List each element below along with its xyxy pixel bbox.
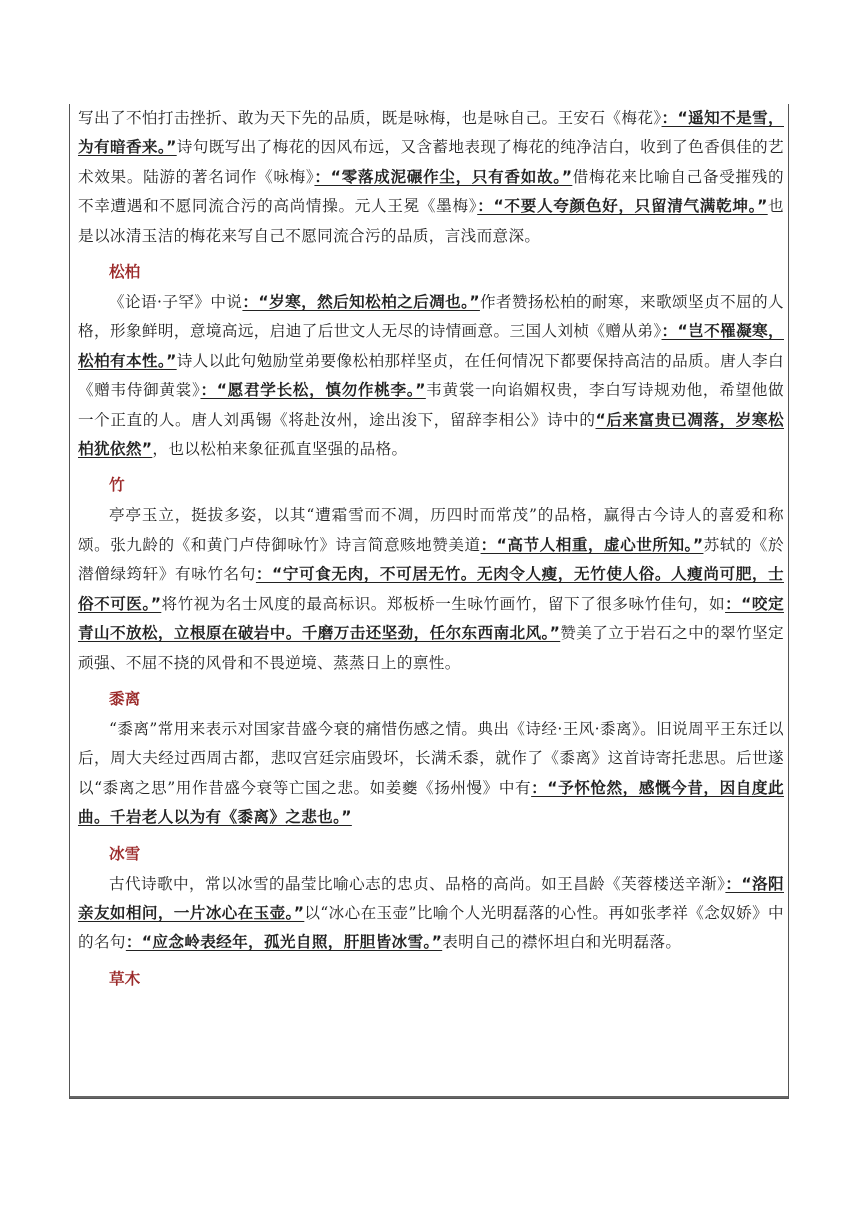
body-text: 借梅花来比喻自己备受摧残的不幸遭遇和不愿同流合污的高尚情操。元人王冕《墨梅》 [78,167,784,216]
section [78,688,784,833]
body-text: 写出了不怕打击挫折、敢为天下先的品质，既是咏梅，也是咏自己。王安石《梅花》 [78,109,662,127]
body-text: 将竹视为名士风度的最高标识。郑板桥一生咏竹画竹，留下了很多咏竹佳句，如 [161,594,726,613]
quoted-verse: ：“岂不罹凝寒，松柏有本性。” [78,322,784,370]
section-heading: 松柏 [109,263,141,282]
body-text: ，也以松柏来象征孤直坚强的品格。 [152,440,408,459]
section [78,843,784,958]
body-text: 苏轼的《於潜僧绿筠轩》有咏竹名句 [78,535,784,584]
body-text: 表明自己的襟怀坦白和光明磊落。 [442,933,682,952]
section-paragraph [78,715,784,833]
quoted-verse: ：“宁可食无肉，不可居无竹。无肉令人瘦，无竹使人俗。人瘦尚可肥，士俗不可医。” [78,565,784,613]
body-text: 亭亭玉立，挺拔多姿，以其“遭霜雪而不凋，历四时而常茂”的品格，赢得古今诗人的喜爱和称颂。张九龄的《和黄门卢侍御咏竹》诗言简意赅地赞美道 [78,506,784,554]
quoted-verse: “后来富贵已凋落，岁寒松柏犹依然” [78,410,785,459]
quoted-verse: ：“应念岭表经年，孤光自照，肝胆皆冰雪。” [125,933,443,952]
section-paragraph [78,288,784,464]
quoted-verse: ：“予怀怆然，感慨今昔，因自度此曲。千岩老人以为有《黍离》之悲也。” [78,778,784,827]
section-heading: 竹 [109,476,125,495]
quoted-verse: ：“零落成泥碾作尘，只有香如故。” [314,167,573,186]
section-paragraph [78,501,784,677]
section [78,261,784,464]
section-heading: 草木 [109,969,141,988]
body-text: 诗人以此句勉励堂弟要像松柏那样坚贞，在任何情况下都要保持高洁的品质。唐人李白《赠韦侍御黄裳》 [78,351,784,400]
body-text: 古代诗歌中，常以冰雪的晶莹比喻心志的忠贞、品格的高尚。如王昌龄《芙蓉楼送辛渐》 [109,874,726,893]
section [78,104,784,251]
quoted-verse: ：“遥知不是雪，为有暗香来。” [78,109,784,157]
section [78,968,784,990]
body-text: 作者赞扬松柏的耐寒，来歌颂坚贞不屈的人格，形象鲜明，意境高远，启迪了后世文人无尽的诗情画意。三国人刘桢《赠从弟》 [78,293,784,341]
document-body [78,104,784,995]
section-heading: 冰雪 [109,844,141,863]
body-text: 以“冰心在玉壶”比喻个人光明磊落的心性。再如张孝祥《念奴娇》中的名句 [78,903,784,952]
section-heading: 黍离 [109,689,141,708]
body-text: 韦黄裳一向谄媚权贵，李白写诗规劝他，希望他做一个正直的人。唐人刘禹锡《将赴汝州，途出浚下，留辞李相公》诗中的 [78,381,784,429]
section [78,474,784,677]
body-text: “黍离”常用来表示对国家昔盛今衰的痛惜伤感之情。典出《诗经·王风·黍离》。旧说周平王东迁以后，周大夫经过西周古都，悲叹宫廷宗庙毁坏，长满禾黍，就作了《黍离》这首诗寄托悲思。后世遂以“黍离之思”用作昔盛今衰等亡国之悲。如姜夔《扬州慢》中有 [78,719,784,797]
body-text: 也是以冰清玉洁的梅花来写自己不愿同流合污的品质，言浅而意深。 [78,197,784,245]
quoted-verse: ：“咬定青山不放松，立根原在破岩中。千磨万击还坚劲，任尔东西南北风。” [78,594,784,643]
body-text: 诗句既写出了梅花的因风布远，又含蓄地表现了梅花的纯净洁白，收到了色香俱佳的艺术效果。陆游的著名词作《咏梅》 [78,138,784,186]
quoted-verse: ：“愿君学长松，慎勿作桃李。” [200,381,426,400]
quoted-verse: ：“岁寒，然后知松柏之后凋也。” [242,293,480,312]
quoted-verse: ：“洛阳亲友如相问，一片冰心在玉壶。” [78,874,784,922]
section-paragraph [78,104,784,251]
section-paragraph [78,870,784,958]
body-text: 《论语·子罕》中说 [109,293,243,312]
body-text: 赞美了立于岩石之中的翠竹坚定顽强、不屈不挠的风骨和不畏逆境、蒸蒸日上的禀性。 [78,624,784,672]
quoted-verse: ：“高节人相重，虚心世所知。” [480,535,704,554]
quoted-verse: ：“不要人夸颜色好，只留清气满乾坤。” [477,197,768,216]
